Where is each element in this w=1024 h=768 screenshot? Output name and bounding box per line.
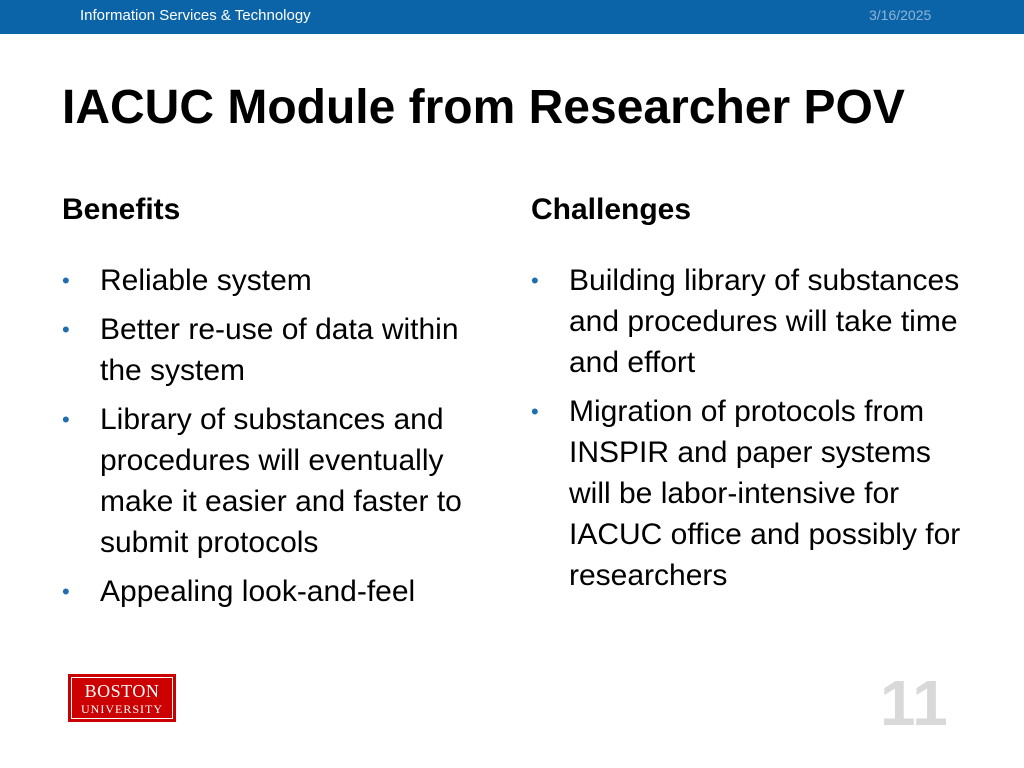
bullet-icon: • xyxy=(531,399,539,424)
header-bar xyxy=(0,0,1024,34)
benefits-heading: Benefits xyxy=(62,193,181,226)
list-item xyxy=(62,260,502,301)
logo-line-boston: BOSTON xyxy=(84,681,160,701)
bullet-icon: • xyxy=(62,579,70,604)
bullet-icon: • xyxy=(62,317,70,342)
slide-title: IACUC Module from Researcher POV xyxy=(62,81,905,134)
benefit-text: Better re-use of data within the system xyxy=(100,313,459,387)
bullet-icon: • xyxy=(62,268,70,293)
challenges-list xyxy=(531,260,971,604)
challenge-text: Building library of substances and procedures will take time and effort xyxy=(569,264,960,379)
challenges-heading: Challenges xyxy=(531,193,692,226)
department-label: Information Services & Technology xyxy=(80,7,311,24)
page-number: 11 xyxy=(880,667,948,739)
bullet-icon: • xyxy=(62,407,70,432)
date-label: 3/16/2025 xyxy=(869,7,932,23)
list-item xyxy=(531,391,971,596)
benefit-text: Reliable system xyxy=(100,264,312,297)
bullet-icon: • xyxy=(531,268,539,293)
challenge-text: Migration of protocols from INSPIR and paper systems will be labor-intensive for IACUC office and possibly for researchers xyxy=(569,395,961,592)
benefit-text: Library of substances and procedures will eventually make it easier and faster to submit protocols xyxy=(100,403,462,559)
benefits-list xyxy=(62,260,502,620)
list-item xyxy=(62,399,502,563)
list-item xyxy=(62,571,502,612)
benefit-text: Appealing look-and-feel xyxy=(100,575,416,608)
list-item xyxy=(62,309,502,391)
logo-line-university: UNIVERSITY xyxy=(81,702,163,716)
boston-university-logo xyxy=(68,674,176,722)
list-item xyxy=(531,260,971,383)
